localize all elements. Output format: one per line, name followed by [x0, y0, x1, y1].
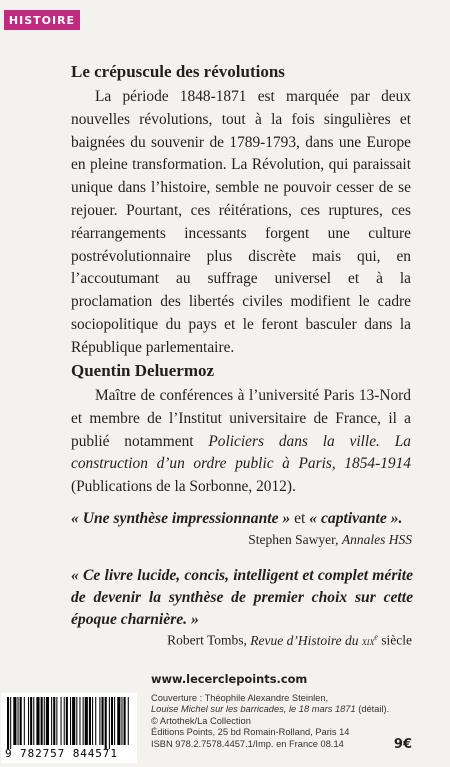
barcode — [1, 693, 137, 763]
barcode-bar — [92, 697, 93, 745]
barcode-bar — [10, 697, 11, 749]
quote-2-source-pub-b: siècle — [377, 632, 412, 648]
quote-2-source-publication — [250, 633, 378, 648]
barcode-bar — [117, 697, 120, 745]
barcode-bar — [18, 697, 19, 745]
author-book-title: Policiers dans la ville. La construction d’un ordre public à Paris, 1854-1914 — [71, 432, 411, 473]
barcode-bar — [102, 697, 104, 745]
review-quote-2: « Ce livre lucide, concis, intelligent et complet mérite de devenir la synthèse de premier choix sur cette époque charnière. » — [71, 567, 413, 628]
isbn-line: ISBN 978.2.7578.4457.1/Imp. en France 08.14 — [151, 738, 344, 749]
barcode-bar — [53, 697, 55, 745]
barcode-bars — [1, 693, 137, 749]
cover-credit-line-1: Couverture : Théophile Alexandre Steinlen, — [151, 693, 329, 703]
quote-2-source — [167, 632, 412, 649]
review-quote-1 — [71, 508, 413, 530]
cover-artwork-title: Louise Michel sur les barricades, le 18 mars 1871 — [151, 704, 356, 715]
barcode-bar — [66, 697, 68, 745]
barcode-bar — [72, 697, 75, 745]
quote-1-source-publication: Annales HSS — [341, 532, 412, 547]
barcode-bar — [128, 697, 129, 745]
price: 9€ — [393, 737, 412, 752]
cover-credit-detail: (détail). — [355, 704, 390, 715]
quote-2-source-century: xix — [361, 633, 375, 648]
barcode-bar — [24, 697, 25, 745]
barcode-bar — [56, 697, 57, 745]
barcode-bar — [124, 697, 126, 745]
barcode-bar — [83, 697, 84, 745]
barcode-bar — [64, 697, 65, 745]
quote-2-source-name: Robert Tombs, — [167, 632, 251, 648]
barcode-bar — [85, 697, 88, 745]
publisher-website[interactable]: www.lecerclepoints.com — [151, 672, 308, 686]
cover-credit-line-3: © Artothek/La Collection — [151, 715, 251, 726]
barcode-bar — [61, 697, 62, 745]
barcode-bar — [121, 697, 122, 745]
barcode-bar — [111, 697, 113, 745]
barcode-bar — [41, 697, 43, 745]
quote-1-source-name: Stephen Sawyer, — [248, 532, 342, 547]
barcode-bar — [95, 697, 96, 745]
quote-1-part-2: « captivante ». — [309, 510, 403, 527]
credits-block — [151, 693, 389, 750]
author-bio — [71, 385, 411, 499]
barcode-bar — [89, 697, 91, 745]
barcode-bar — [7, 697, 9, 749]
barcode-bar — [36, 697, 39, 745]
quote-2-source-century-sup: e — [374, 632, 378, 641]
barcode-bar — [114, 697, 115, 745]
barcode-bar — [70, 697, 71, 745]
barcode-bar — [33, 697, 34, 745]
quote-2-source-pub-a: Revue d’Histoire du — [250, 632, 362, 648]
category-tag: HISTOIRE — [4, 10, 80, 30]
barcode-bar — [44, 697, 45, 745]
author-bio-start: Maître de conférences à l’université Paris 13-Nord et membre de l’Institut universitaire de France, il a publié notamment — [71, 387, 411, 450]
barcode-bar — [13, 697, 16, 745]
quote-1-joiner: et — [290, 510, 310, 527]
barcode-bar — [105, 697, 107, 749]
quote-1-source — [248, 532, 412, 548]
quote-1-part-1: « Une synthèse impressionnante » — [71, 510, 291, 527]
barcode-digits: 9 782757 844571 — [5, 747, 118, 760]
barcode-bar — [20, 697, 22, 745]
author-bio-end: (Publications de la Sorbonne, 2012). — [71, 478, 296, 496]
publisher-address: Éditions Points, 25 bd Romain-Rolland, Paris 14 — [151, 727, 350, 738]
barcode-bar — [28, 697, 29, 745]
summary-text: La période 1848-1871 est marquée par deux nouvelles révolutions, tout à la fois singulières et baignées du souvenir de 1789-1793, dans une Europe en pleine transformation. La Révolution, qui paraissait unique dans l’histoire, semble ne pouvoir cesser de se rejouer. Pourtant, ces réitérations, ces ruptures, ces réarrangements incessants forgent une culture postrévolutionnaire plus discrète mais qui, en l’accoutumant au suffrage universel et à la proclamation des libertés civiles modifient le cadre sociopolitique du pays et le feront basculer dans la République parlementaire. — [71, 88, 411, 356]
cover-credit-line-2 — [151, 704, 389, 715]
barcode-bar — [76, 697, 77, 745]
summary-title: Le crépuscule des révolutions — [71, 62, 285, 81]
barcode-bar — [51, 697, 52, 745]
barcode-bar — [46, 697, 49, 745]
barcode-bar — [30, 697, 32, 745]
barcode-bar — [79, 697, 80, 745]
barcode-bar — [109, 697, 110, 749]
barcode-bar — [99, 697, 100, 745]
author-name: Quentin Deluermoz — [71, 361, 215, 380]
